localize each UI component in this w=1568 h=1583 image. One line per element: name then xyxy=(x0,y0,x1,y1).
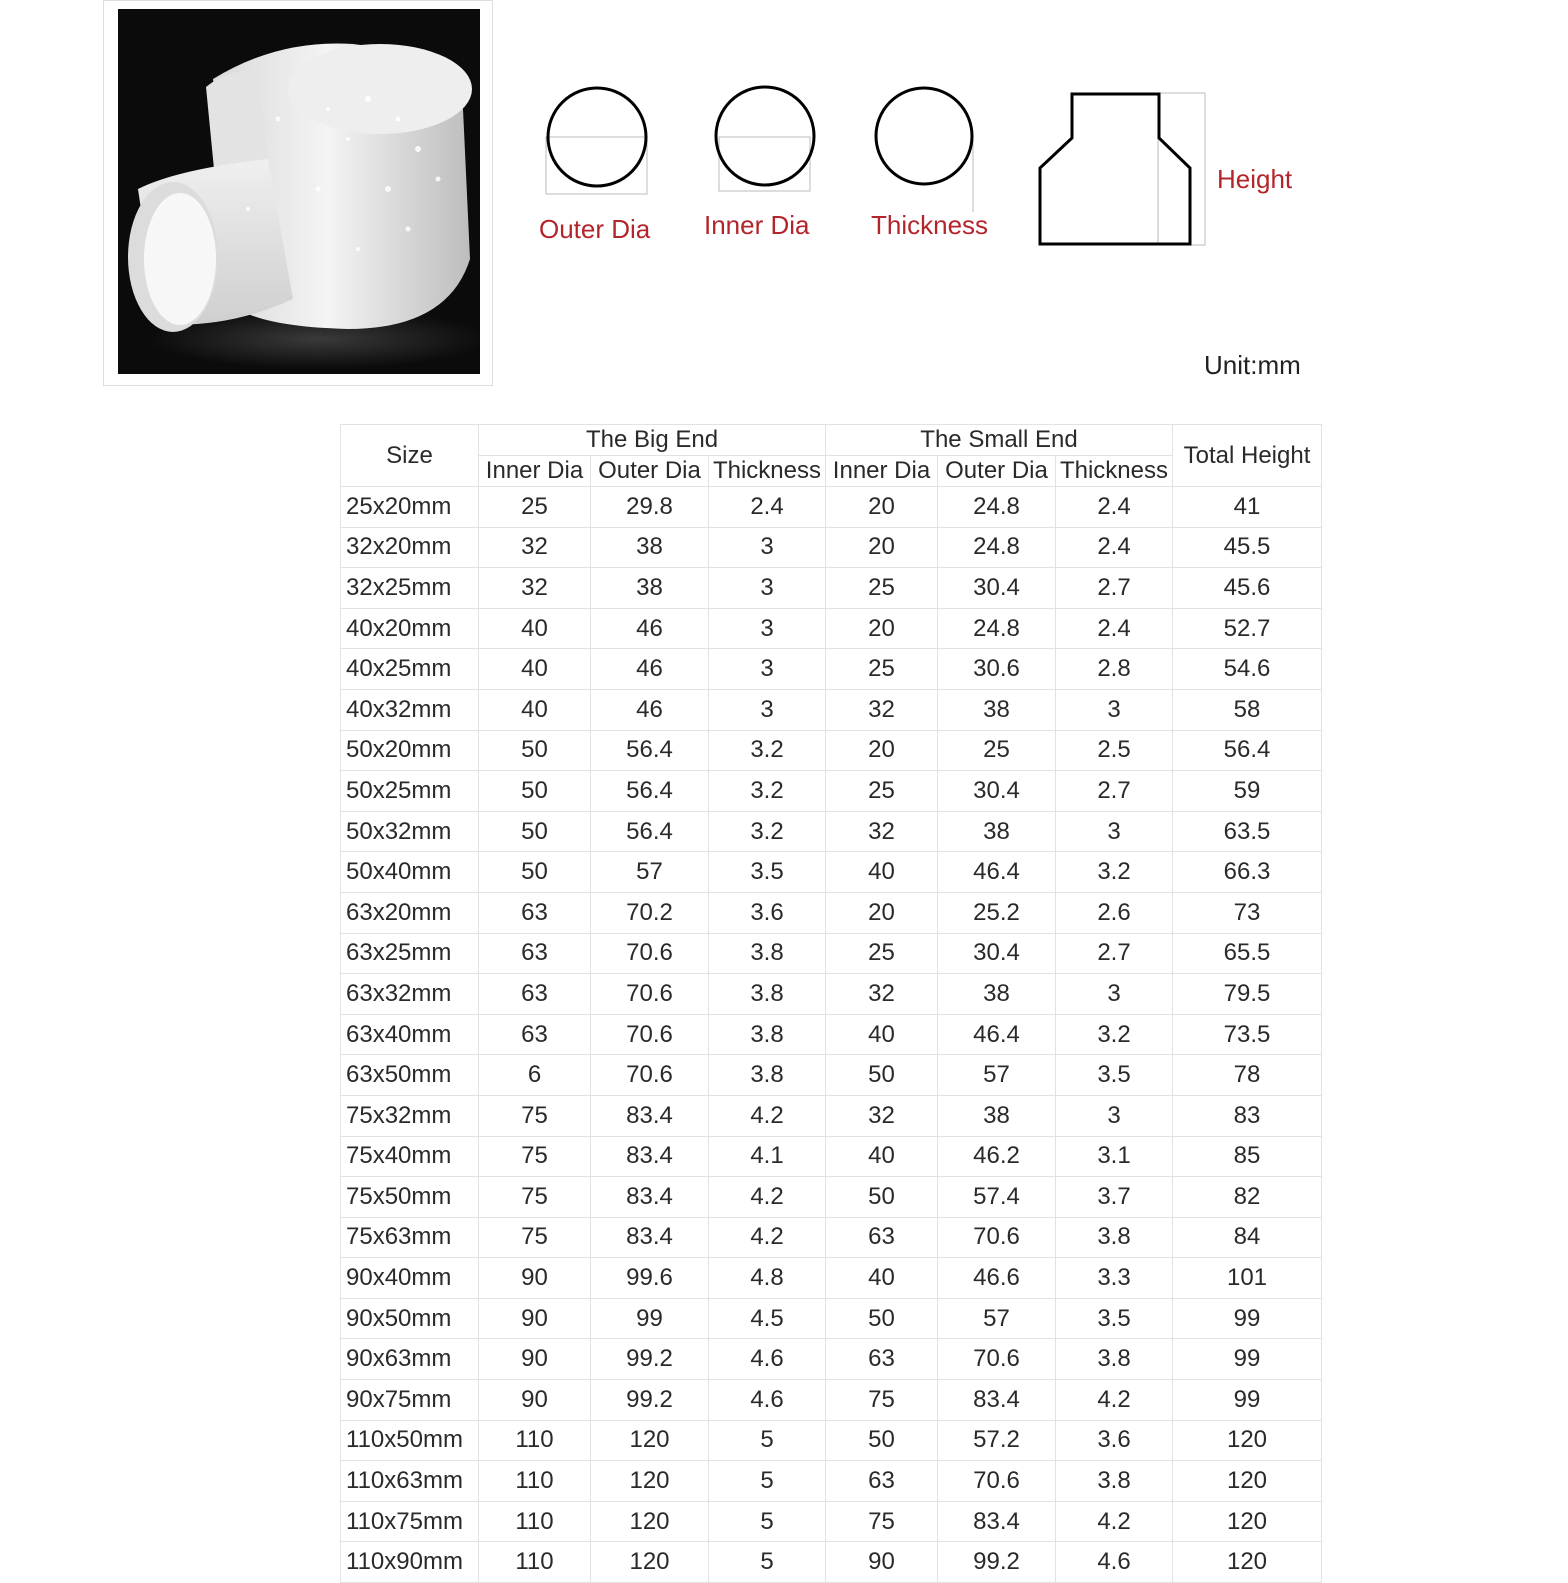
small-outer-dia-header: Outer Dia xyxy=(938,456,1056,487)
spec-table xyxy=(340,424,1322,1583)
size-cell: 90x40mm xyxy=(341,1258,479,1299)
big-inner-dia-cell: 75 xyxy=(479,1136,591,1177)
small-inner-dia-cell: 32 xyxy=(826,811,938,852)
big-inner-dia-cell: 50 xyxy=(479,811,591,852)
small-thickness-cell: 3.2 xyxy=(1056,1014,1173,1055)
small-inner-dia-cell: 20 xyxy=(826,487,938,528)
big-inner-dia-cell: 75 xyxy=(479,1217,591,1258)
table-row xyxy=(341,1461,1322,1502)
small-outer-dia-cell: 38 xyxy=(938,974,1056,1015)
big-thickness-cell: 4.2 xyxy=(709,1095,826,1136)
small-inner-dia-cell: 32 xyxy=(826,1095,938,1136)
big-outer-dia-cell: 38 xyxy=(591,568,709,609)
small-outer-dia-cell: 46.2 xyxy=(938,1136,1056,1177)
small-inner-dia-cell: 25 xyxy=(826,649,938,690)
big-outer-dia-cell: 70.2 xyxy=(591,892,709,933)
size-cell: 63x20mm xyxy=(341,892,479,933)
big-inner-dia-cell: 90 xyxy=(479,1298,591,1339)
total-height-cell: 66.3 xyxy=(1173,852,1322,893)
small-outer-dia-cell: 30.4 xyxy=(938,933,1056,974)
size-cell: 32x25mm xyxy=(341,568,479,609)
table-row xyxy=(341,1095,1322,1136)
table-row xyxy=(341,689,1322,730)
big-inner-dia-cell: 40 xyxy=(479,649,591,690)
product-photo xyxy=(118,9,480,374)
total-height-cell: 58 xyxy=(1173,689,1322,730)
big-inner-dia-cell: 75 xyxy=(479,1177,591,1218)
big-outer-dia-cell: 46 xyxy=(591,608,709,649)
small-thickness-cell: 2.7 xyxy=(1056,568,1173,609)
table-row xyxy=(341,811,1322,852)
size-cell: 40x25mm xyxy=(341,649,479,690)
small-thickness-cell: 3 xyxy=(1056,811,1173,852)
size-cell: 75x63mm xyxy=(341,1217,479,1258)
small-inner-dia-cell: 50 xyxy=(826,1055,938,1096)
big-inner-dia-cell: 110 xyxy=(479,1542,591,1583)
big-outer-dia-cell: 99.2 xyxy=(591,1380,709,1421)
small-thickness-cell: 3 xyxy=(1056,689,1173,730)
small-inner-dia-cell: 25 xyxy=(826,568,938,609)
pipe-reducer-image xyxy=(118,9,480,374)
big-inner-dia-cell: 6 xyxy=(479,1055,591,1096)
table-row xyxy=(341,1055,1322,1096)
big-thickness-cell: 5 xyxy=(709,1501,826,1542)
inner-dia-label: Inner Dia xyxy=(704,210,810,240)
big-outer-dia-cell: 29.8 xyxy=(591,487,709,528)
table-row xyxy=(341,1380,1322,1421)
total-height-cell: 73.5 xyxy=(1173,1014,1322,1055)
inner-dia-circle xyxy=(716,87,814,185)
small-inner-dia-cell: 63 xyxy=(826,1217,938,1258)
size-cell: 50x25mm xyxy=(341,771,479,812)
small-outer-dia-cell: 46.4 xyxy=(938,852,1056,893)
big-thickness-cell: 3 xyxy=(709,568,826,609)
small-inner-dia-cell: 40 xyxy=(826,1136,938,1177)
table-row xyxy=(341,1217,1322,1258)
size-cell: 90x75mm xyxy=(341,1380,479,1421)
small-outer-dia-cell: 24.8 xyxy=(938,527,1056,568)
big-thickness-cell: 4.6 xyxy=(709,1339,826,1380)
small-outer-dia-cell: 24.8 xyxy=(938,487,1056,528)
table-row xyxy=(341,1136,1322,1177)
product-photo-frame xyxy=(103,0,493,386)
big-inner-dia-cell: 90 xyxy=(479,1258,591,1299)
big-inner-dia-cell: 50 xyxy=(479,771,591,812)
small-thickness-cell: 2.7 xyxy=(1056,771,1173,812)
small-outer-dia-cell: 70.6 xyxy=(938,1217,1056,1258)
big-outer-dia-cell: 56.4 xyxy=(591,811,709,852)
small-outer-dia-cell: 57 xyxy=(938,1298,1056,1339)
total-height-cell: 120 xyxy=(1173,1420,1322,1461)
total-height-cell: 45.5 xyxy=(1173,527,1322,568)
small-inner-dia-cell: 20 xyxy=(826,608,938,649)
big-inner-dia-cell: 63 xyxy=(479,892,591,933)
small-inner-dia-header: Inner Dia xyxy=(826,456,938,487)
table-row xyxy=(341,608,1322,649)
table-row xyxy=(341,852,1322,893)
big-outer-dia-cell: 70.6 xyxy=(591,1014,709,1055)
table-row xyxy=(341,487,1322,528)
big-thickness-cell: 4.6 xyxy=(709,1380,826,1421)
small-thickness-cell: 2.6 xyxy=(1056,892,1173,933)
big-thickness-cell: 4.8 xyxy=(709,1258,826,1299)
small-thickness-cell: 4.2 xyxy=(1056,1501,1173,1542)
big-outer-dia-cell: 70.6 xyxy=(591,974,709,1015)
size-cell: 75x40mm xyxy=(341,1136,479,1177)
size-cell: 90x50mm xyxy=(341,1298,479,1339)
big-outer-dia-cell: 46 xyxy=(591,649,709,690)
big-outer-dia-cell: 70.6 xyxy=(591,933,709,974)
small-outer-dia-cell: 70.6 xyxy=(938,1461,1056,1502)
total-height-cell: 65.5 xyxy=(1173,933,1322,974)
small-inner-dia-cell: 20 xyxy=(826,527,938,568)
table-row xyxy=(341,1177,1322,1218)
total-height-cell: 56.4 xyxy=(1173,730,1322,771)
table-row xyxy=(341,649,1322,690)
small-inner-dia-cell: 20 xyxy=(826,730,938,771)
total-height-cell: 59 xyxy=(1173,771,1322,812)
big-outer-dia-cell: 120 xyxy=(591,1501,709,1542)
small-inner-dia-cell: 25 xyxy=(826,933,938,974)
big-thickness-cell: 3.2 xyxy=(709,811,826,852)
big-inner-dia-cell: 75 xyxy=(479,1095,591,1136)
small-outer-dia-cell: 24.8 xyxy=(938,608,1056,649)
big-outer-dia-cell: 99.6 xyxy=(591,1258,709,1299)
small-thickness-cell: 3 xyxy=(1056,974,1173,1015)
big-inner-dia-cell: 25 xyxy=(479,487,591,528)
big-outer-dia-cell: 83.4 xyxy=(591,1217,709,1258)
big-inner-dia-cell: 63 xyxy=(479,974,591,1015)
big-thickness-cell: 4.1 xyxy=(709,1136,826,1177)
small-outer-dia-cell: 57.4 xyxy=(938,1177,1056,1218)
outer-dia-label: Outer Dia xyxy=(539,214,651,244)
small-outer-dia-cell: 57.2 xyxy=(938,1420,1056,1461)
small-inner-dia-cell: 75 xyxy=(826,1501,938,1542)
size-cell: 50x40mm xyxy=(341,852,479,893)
small-thickness-cell: 3.2 xyxy=(1056,852,1173,893)
big-outer-dia-header: Outer Dia xyxy=(591,456,709,487)
big-outer-dia-cell: 70.6 xyxy=(591,1055,709,1096)
size-cell: 110x63mm xyxy=(341,1461,479,1502)
outer-dia-circle xyxy=(548,88,646,186)
big-thickness-cell: 3.2 xyxy=(709,730,826,771)
total-height-cell: 99 xyxy=(1173,1298,1322,1339)
total-height-cell: 84 xyxy=(1173,1217,1322,1258)
big-inner-dia-cell: 110 xyxy=(479,1501,591,1542)
size-cell: 25x20mm xyxy=(341,487,479,528)
big-thickness-cell: 4.2 xyxy=(709,1177,826,1218)
total-height-cell: 99 xyxy=(1173,1380,1322,1421)
big-thickness-cell: 3.6 xyxy=(709,892,826,933)
small-outer-dia-cell: 57 xyxy=(938,1055,1056,1096)
small-inner-dia-cell: 50 xyxy=(826,1420,938,1461)
small-outer-dia-cell: 83.4 xyxy=(938,1380,1056,1421)
big-thickness-header: Thickness xyxy=(709,456,826,487)
small-thickness-cell: 2.4 xyxy=(1056,487,1173,528)
total-height-cell: 52.7 xyxy=(1173,608,1322,649)
small-outer-dia-cell: 30.4 xyxy=(938,771,1056,812)
size-header: Size xyxy=(341,425,479,487)
big-outer-dia-cell: 56.4 xyxy=(591,730,709,771)
small-outer-dia-cell: 25.2 xyxy=(938,892,1056,933)
table-row xyxy=(341,1501,1322,1542)
total-height-header: Total Height xyxy=(1173,425,1322,487)
small-outer-dia-cell: 46.4 xyxy=(938,1014,1056,1055)
big-thickness-cell: 4.5 xyxy=(709,1298,826,1339)
height-profile-shape xyxy=(1040,94,1190,244)
big-outer-dia-cell: 83.4 xyxy=(591,1136,709,1177)
small-inner-dia-cell: 63 xyxy=(826,1461,938,1502)
small-thickness-cell: 2.7 xyxy=(1056,933,1173,974)
small-thickness-cell: 3.6 xyxy=(1056,1420,1173,1461)
total-height-cell: 99 xyxy=(1173,1339,1322,1380)
big-inner-dia-cell: 50 xyxy=(479,852,591,893)
table-row xyxy=(341,1542,1322,1583)
small-thickness-cell: 2.5 xyxy=(1056,730,1173,771)
size-cell: 32x20mm xyxy=(341,527,479,568)
size-cell: 40x32mm xyxy=(341,689,479,730)
total-height-cell: 54.6 xyxy=(1173,649,1322,690)
small-outer-dia-cell: 38 xyxy=(938,689,1056,730)
big-inner-dia-cell: 63 xyxy=(479,933,591,974)
big-inner-dia-header: Inner Dia xyxy=(479,456,591,487)
spec-table-body xyxy=(341,487,1322,1583)
size-cell: 50x32mm xyxy=(341,811,479,852)
small-outer-dia-cell: 70.6 xyxy=(938,1339,1056,1380)
big-inner-dia-cell: 50 xyxy=(479,730,591,771)
big-outer-dia-cell: 83.4 xyxy=(591,1095,709,1136)
total-height-cell: 101 xyxy=(1173,1258,1322,1299)
small-thickness-header: Thickness xyxy=(1056,456,1173,487)
table-row xyxy=(341,527,1322,568)
big-thickness-cell: 5 xyxy=(709,1542,826,1583)
big-outer-dia-cell: 56.4 xyxy=(591,771,709,812)
small-inner-dia-cell: 40 xyxy=(826,1258,938,1299)
size-cell: 110x90mm xyxy=(341,1542,479,1583)
small-outer-dia-cell: 38 xyxy=(938,1095,1056,1136)
small-thickness-cell: 3.7 xyxy=(1056,1177,1173,1218)
big-thickness-cell: 4.2 xyxy=(709,1217,826,1258)
small-inner-dia-cell: 90 xyxy=(826,1542,938,1583)
size-cell: 50x20mm xyxy=(341,730,479,771)
size-cell: 75x32mm xyxy=(341,1095,479,1136)
size-cell: 63x50mm xyxy=(341,1055,479,1096)
size-cell: 63x32mm xyxy=(341,974,479,1015)
size-cell: 110x75mm xyxy=(341,1501,479,1542)
small-inner-dia-cell: 32 xyxy=(826,974,938,1015)
big-thickness-cell: 3.8 xyxy=(709,1014,826,1055)
total-height-cell: 120 xyxy=(1173,1461,1322,1502)
small-inner-dia-cell: 75 xyxy=(826,1380,938,1421)
big-thickness-cell: 3 xyxy=(709,649,826,690)
big-outer-dia-cell: 120 xyxy=(591,1461,709,1502)
total-height-cell: 63.5 xyxy=(1173,811,1322,852)
big-inner-dia-cell: 90 xyxy=(479,1339,591,1380)
table-row xyxy=(341,1298,1322,1339)
size-cell: 63x40mm xyxy=(341,1014,479,1055)
total-height-cell: 78 xyxy=(1173,1055,1322,1096)
total-height-cell: 82 xyxy=(1173,1177,1322,1218)
table-row xyxy=(341,933,1322,974)
small-thickness-cell: 2.4 xyxy=(1056,527,1173,568)
big-outer-dia-cell: 120 xyxy=(591,1420,709,1461)
big-outer-dia-cell: 46 xyxy=(591,689,709,730)
small-inner-dia-cell: 20 xyxy=(826,892,938,933)
big-outer-dia-cell: 57 xyxy=(591,852,709,893)
big-thickness-cell: 3.8 xyxy=(709,974,826,1015)
total-height-cell: 120 xyxy=(1173,1501,1322,1542)
small-outer-dia-cell: 38 xyxy=(938,811,1056,852)
size-cell: 110x50mm xyxy=(341,1420,479,1461)
small-thickness-cell: 3.5 xyxy=(1056,1055,1173,1096)
size-cell: 90x63mm xyxy=(341,1339,479,1380)
small-thickness-cell: 3 xyxy=(1056,1095,1173,1136)
small-thickness-cell: 3.8 xyxy=(1056,1217,1173,1258)
big-end-header: The Big End xyxy=(479,425,826,456)
small-inner-dia-cell: 32 xyxy=(826,689,938,730)
big-thickness-cell: 3.8 xyxy=(709,1055,826,1096)
big-thickness-cell: 3 xyxy=(709,608,826,649)
small-thickness-cell: 3.8 xyxy=(1056,1339,1173,1380)
height-label: Height xyxy=(1217,164,1293,194)
small-thickness-cell: 3.1 xyxy=(1056,1136,1173,1177)
table-row xyxy=(341,1258,1322,1299)
big-inner-dia-cell: 32 xyxy=(479,527,591,568)
size-cell: 40x20mm xyxy=(341,608,479,649)
table-row xyxy=(341,1014,1322,1055)
small-inner-dia-cell: 25 xyxy=(826,771,938,812)
big-inner-dia-cell: 90 xyxy=(479,1380,591,1421)
total-height-cell: 73 xyxy=(1173,892,1322,933)
big-thickness-cell: 5 xyxy=(709,1461,826,1502)
big-inner-dia-cell: 110 xyxy=(479,1420,591,1461)
big-thickness-cell: 5 xyxy=(709,1420,826,1461)
small-thickness-cell: 3.8 xyxy=(1056,1461,1173,1502)
total-height-cell: 79.5 xyxy=(1173,974,1322,1015)
size-cell: 75x50mm xyxy=(341,1177,479,1218)
big-thickness-cell: 3.2 xyxy=(709,771,826,812)
small-thickness-cell: 2.4 xyxy=(1056,608,1173,649)
big-outer-dia-cell: 120 xyxy=(591,1542,709,1583)
big-outer-dia-cell: 99 xyxy=(591,1298,709,1339)
small-thickness-cell: 3.3 xyxy=(1056,1258,1173,1299)
big-thickness-cell: 3.5 xyxy=(709,852,826,893)
big-inner-dia-cell: 32 xyxy=(479,568,591,609)
table-row xyxy=(341,771,1322,812)
table-row xyxy=(341,892,1322,933)
size-cell: 63x25mm xyxy=(341,933,479,974)
small-thickness-cell: 4.2 xyxy=(1056,1380,1173,1421)
small-outer-dia-cell: 30.6 xyxy=(938,649,1056,690)
big-thickness-cell: 3.8 xyxy=(709,933,826,974)
small-thickness-cell: 4.6 xyxy=(1056,1542,1173,1583)
total-height-cell: 45.6 xyxy=(1173,568,1322,609)
small-outer-dia-cell: 99.2 xyxy=(938,1542,1056,1583)
big-inner-dia-cell: 63 xyxy=(479,1014,591,1055)
big-inner-dia-cell: 40 xyxy=(479,608,591,649)
unit-label: Unit:mm xyxy=(1204,350,1301,380)
small-outer-dia-cell: 83.4 xyxy=(938,1501,1056,1542)
small-inner-dia-cell: 40 xyxy=(826,1014,938,1055)
table-row xyxy=(341,1339,1322,1380)
total-height-cell: 85 xyxy=(1173,1136,1322,1177)
table-row xyxy=(341,974,1322,1015)
total-height-cell: 41 xyxy=(1173,487,1322,528)
big-outer-dia-cell: 38 xyxy=(591,527,709,568)
small-inner-dia-cell: 40 xyxy=(826,852,938,893)
small-inner-dia-cell: 63 xyxy=(826,1339,938,1380)
big-outer-dia-cell: 83.4 xyxy=(591,1177,709,1218)
table-row xyxy=(341,568,1322,609)
table-row xyxy=(341,1420,1322,1461)
big-inner-dia-cell: 110 xyxy=(479,1461,591,1502)
small-thickness-cell: 3.5 xyxy=(1056,1298,1173,1339)
big-inner-dia-cell: 40 xyxy=(479,689,591,730)
small-outer-dia-cell: 25 xyxy=(938,730,1056,771)
small-inner-dia-cell: 50 xyxy=(826,1298,938,1339)
small-end-header: The Small End xyxy=(826,425,1173,456)
big-outer-dia-cell: 99.2 xyxy=(591,1339,709,1380)
table-row xyxy=(341,730,1322,771)
small-outer-dia-cell: 30.4 xyxy=(938,568,1056,609)
thickness-label: Thickness xyxy=(871,210,989,240)
total-height-cell: 83 xyxy=(1173,1095,1322,1136)
thickness-circle xyxy=(876,88,972,184)
big-thickness-cell: 3 xyxy=(709,527,826,568)
big-thickness-cell: 3 xyxy=(709,689,826,730)
small-outer-dia-cell: 46.6 xyxy=(938,1258,1056,1299)
big-thickness-cell: 2.4 xyxy=(709,487,826,528)
total-height-cell: 120 xyxy=(1173,1542,1322,1583)
small-inner-dia-cell: 50 xyxy=(826,1177,938,1218)
small-thickness-cell: 2.8 xyxy=(1056,649,1173,690)
